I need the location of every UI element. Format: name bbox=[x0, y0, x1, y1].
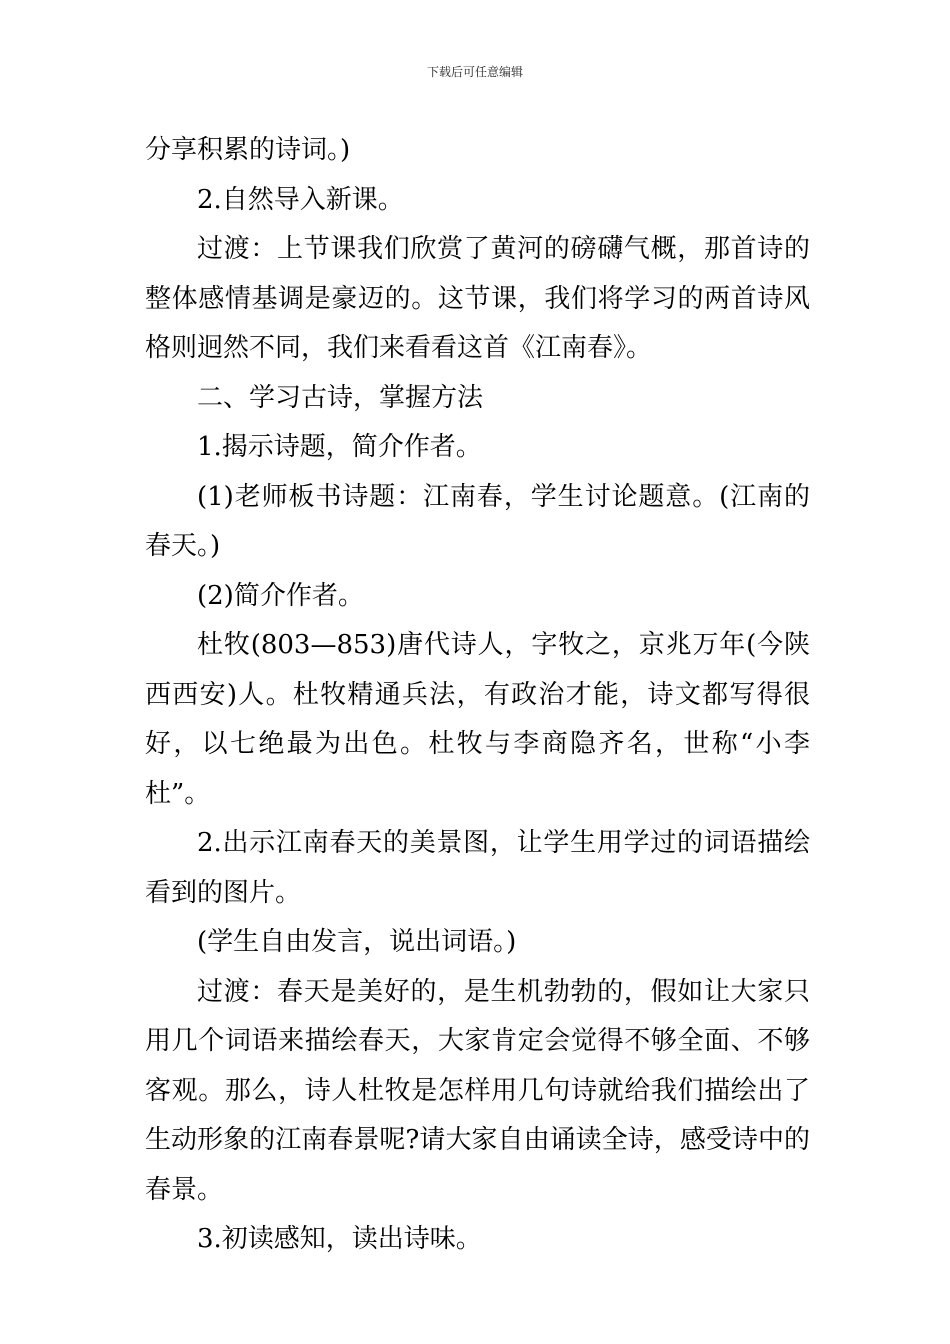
paragraph: 过渡：上节课我们欣赏了黄河的磅礴气概，那首诗的整体感情基调是豪迈的。这节课，我们将学习的两首诗风格则迥然不同，我们来看看这首《江南春》。 bbox=[145, 234, 810, 363]
paragraph: 杜牧(803—853)唐代诗人，字牧之，京兆万年(今陕西西安)人。杜牧精通兵法，有政治才能，诗文都写得很好，以七绝最为出色。杜牧与李商隐齐名，世称“小李杜”。 bbox=[145, 630, 810, 809]
paragraph: (2)简介作者。 bbox=[197, 580, 364, 611]
paragraph: 分享积累的诗词。) bbox=[145, 135, 351, 165]
paragraph: 过渡：春天是美好的，是生机勃勃的，假如让大家只用几个词语来描绘春天，大家肯定会觉得不够全面、不够客观。那么，诗人杜牧是怎样用几句诗就给我们描绘出了生动形象的江南春景呢?请大家自由诵读全诗，感受诗中的春景。 bbox=[145, 976, 810, 1205]
section-heading: 二、学习古诗，掌握方法 bbox=[197, 382, 484, 413]
paragraph: (1)老师板书诗题：江南春，学生讨论题意。(江南的春天。) bbox=[145, 481, 810, 561]
paragraph: 1.揭示诗题，简介作者。 bbox=[197, 432, 482, 462]
paragraph: 2.出示江南春天的美景图，让学生用学过的词语描绘看到的图片。 bbox=[145, 828, 810, 908]
document-body bbox=[145, 126, 810, 1265]
paragraph: (学生自由发言，说出词语。) bbox=[197, 927, 517, 957]
paragraph: 2.自然导入新课。 bbox=[197, 184, 404, 215]
paragraph: 3.初读感知，读出诗味。 bbox=[197, 1224, 482, 1254]
page-header: 下载后可任意编辑 bbox=[426, 65, 523, 79]
